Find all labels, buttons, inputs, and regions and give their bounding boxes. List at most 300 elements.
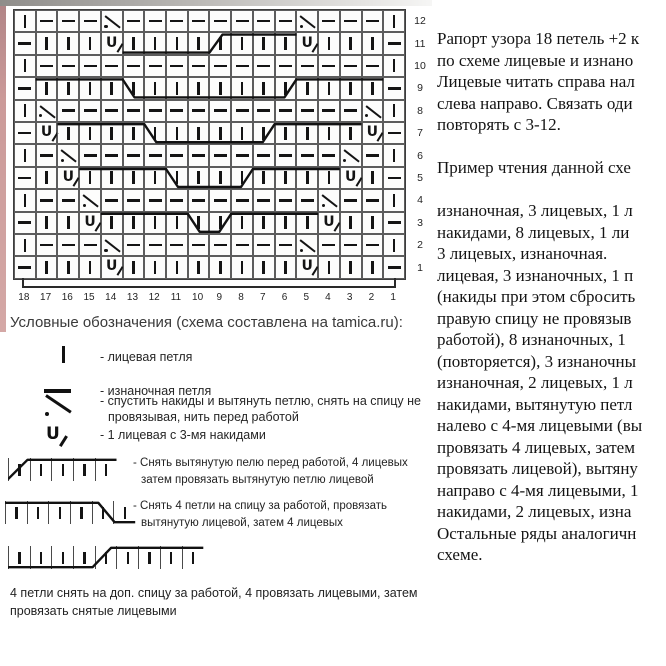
row-number: 10 [414,60,426,72]
drop-yarnovers-slip-icon [319,190,339,210]
chart-cell-purl-stitch [166,55,188,77]
chart-cell-knit-stitch [275,32,297,54]
purl-stitch-icon [170,199,183,202]
drop-yarnovers-slip-icon [102,11,122,31]
knit-stitch-icon [132,37,135,50]
chart-cell-purl-stitch [166,234,188,256]
chart-cell-purl-stitch [188,55,210,77]
knit-stitch-icon [110,216,113,229]
legend-item-label: - лицевая петля [100,350,193,364]
knit-stitch-icon [24,194,27,207]
strip-cell [27,501,49,524]
chart-cell-knit-stitch [209,167,231,189]
chart-cell-purl-stitch [231,100,253,122]
chart-cell-knit-stitch [209,212,231,234]
text-line: провязать лицевой), вытяну [437,459,638,478]
chart-cell-purl-stitch [57,234,79,256]
chart-cell-purl-stitch [209,10,231,32]
chart-cell-knit-stitch [101,212,123,234]
knit-stitch-icon [284,37,287,50]
chart-cell-knit-stitch [231,212,253,234]
knit-stitch-icon [24,59,27,72]
column-number: 1 [390,292,396,303]
chart-cell-knit-stitch [166,32,188,54]
row-number: 5 [417,172,423,184]
knit-stitch-icon [241,37,244,50]
knit-stitch-icon [45,261,48,274]
chart-cell-knit-with-3-yarnovers [57,167,79,189]
purl-stitch-icon [84,109,97,112]
chart-cell-purl-stitch [383,212,405,234]
knit-stitch-icon [40,552,42,564]
knit-with-3-yarnovers-icon: U [106,258,118,275]
row-number: 2 [417,239,423,252]
chart-cell-knit-with-3-yarnovers [296,32,318,54]
purl-stitch-icon [170,20,183,23]
chart-cell-purl-stitch [57,189,79,211]
knit-stitch-icon [176,261,179,274]
purl-stitch-icon [388,87,401,90]
text-line: по схеме лицевые и изнано [437,50,634,70]
chart-cell-purl-stitch [362,10,384,32]
knit-stitch-icon [192,552,194,564]
chart-cell-knit-stitch [275,77,297,99]
knit-stitch-icon [241,171,244,184]
column-number: 10 [192,292,204,303]
chart-cell-purl-stitch [144,234,166,256]
chart-cell-knit-stitch [57,32,79,54]
purl-stitch-icon [257,199,270,202]
chart-cell-knit-stitch [166,212,188,234]
knit-with-3-yarnovers-icon: U [323,213,335,230]
row-number: 8 [417,104,423,117]
purl-stitch-icon [214,65,227,68]
text-line: (накиды при этом сбросить [437,287,636,306]
chart-cell-knit-stitch [166,167,188,189]
purl-stitch-icon [127,20,140,23]
text-line: Пример чтения данной схе [437,158,631,177]
chart-cell-knit-stitch [144,77,166,99]
chart-cell-knit-stitch [231,167,253,189]
chart-cell-knit-stitch [14,100,36,122]
chart-cell-knit-stitch [144,167,166,189]
chart-cell-knit-stitch [188,77,210,99]
chart-cell-knit-stitch [101,167,123,189]
strip-caption: затем провязать вытянутую петлю лицевой [141,474,374,486]
text-line: изнаночная, 2 лицевых, 1 л [437,373,633,392]
chart-cell-knit-stitch [231,77,253,99]
text-line: налево с 4-мя лицевыми (вы [437,416,643,435]
column-number: 2 [368,292,375,303]
chart-cell-knit-stitch [362,32,384,54]
chart-cell-knit-stitch [318,122,340,144]
knit-stitch-icon [306,127,309,140]
chart-cell-purl-stitch [101,55,123,77]
cable-legend-strip [5,501,135,524]
column-number: 7 [259,292,266,303]
chart-cell-purl-stitch [209,55,231,77]
knit-stitch-icon [197,261,200,274]
chart-cell-purl-stitch [209,234,231,256]
knit-stitch-icon [219,82,222,95]
purl-stitch-icon [344,20,357,23]
strip-cell [51,546,73,569]
knit-stitch-icon [154,127,157,140]
legend-item-label: провязывая, нить перед работой [108,410,299,424]
chart-cell-knit-stitch [296,77,318,99]
text-line: Лицевые читать справа нал [437,72,635,91]
strip-caption: вытянутую лицевой, затем 4 лицевых [141,517,343,529]
purl-stitch-icon [84,65,97,68]
text-line: Рапорт узора 18 петель +2 к [437,29,640,48]
knit-stitch-icon [45,171,48,184]
chart-cell-drop-yarnovers-slip [340,144,362,166]
knit-stitch-icon [371,82,374,95]
purl-stitch-icon [192,65,205,68]
chart-cell-knit-stitch [383,144,405,166]
chart-cell-drop-yarnovers-slip [362,100,384,122]
knit-stitch-icon [176,216,179,229]
knit-stitch-icon [24,104,27,117]
strip-cell [73,546,95,569]
chart-cell-purl-stitch [144,189,166,211]
column-number: 18 [18,292,30,303]
knit-stitch-icon [80,507,82,519]
chart-cell-purl-stitch [340,100,362,122]
chart-cell-knit-stitch [383,234,405,256]
purl-stitch-icon [192,154,205,157]
chart-cell-knit-stitch [36,77,58,99]
purl-stitch-icon [279,20,292,23]
knit-stitch-icon [132,127,135,140]
chart-cell-knit-stitch [144,256,166,278]
knit-stitch-icon [262,261,265,274]
knit-stitch-icon [393,194,396,207]
knit-stitch-icon [328,171,331,184]
chart-cell-knit-stitch [383,10,405,32]
knit-stitch-icon [176,127,179,140]
purl-stitch-icon [18,266,31,269]
knit-3-yarnovers-icon: U [46,424,60,444]
strip-caption: - Снять 4 петли на спицу за работой, провязать [133,500,388,512]
chart-cell-purl-stitch [253,234,275,256]
knit-stitch-icon [154,261,157,274]
purl-stitch-icon [322,154,335,157]
chart-cell-knit-stitch [188,212,210,234]
knit-stitch-icon [89,171,92,184]
chart-cell-knit-stitch [188,256,210,278]
knit-stitch-icon [110,82,113,95]
chart-cell-knit-stitch [383,100,405,122]
chart-cell-purl-stitch [166,189,188,211]
chart-cell-purl-stitch [14,256,36,278]
chart-cell-purl-stitch [253,189,275,211]
knit-stitch-icon [154,82,157,95]
chart-cell-knit-stitch [231,256,253,278]
purl-stitch-icon [279,154,292,157]
chart-cell-knit-stitch [209,122,231,144]
knitting-chart-grid [13,9,406,280]
purl-stitch-icon [170,65,183,68]
column-number: 3 [346,292,353,303]
purl-stitch-icon [192,20,205,23]
knit-stitch-icon [83,464,85,476]
chart-cell-purl-stitch [340,234,362,256]
column-number: 12 [148,292,160,303]
purl-stitch-icon [322,244,335,247]
purl-stitch-icon [366,65,379,68]
knit-stitch-icon [349,216,352,229]
knit-stitch-icon [24,239,27,252]
knit-stitch-icon [67,127,70,140]
knit-with-3-yarnovers-icon: U [344,168,357,185]
chart-cell-purl-stitch [36,189,58,211]
strip-caption: - Снять вытянутую пелю перед работой, 4 лицевых [133,457,408,469]
row-number: 3 [417,216,423,229]
chart-cell-purl-stitch [188,10,210,32]
chart-cell-knit-stitch [383,189,405,211]
strip-cell [70,501,92,524]
purl-stitch-icon [170,154,183,157]
cable-legend-strip [8,546,203,569]
column-number: 4 [325,292,331,303]
chart-cell-purl-stitch [36,144,58,166]
chart-cell-knit-stitch [296,167,318,189]
chart-cell-knit-stitch [231,32,253,54]
purl-stitch-icon [214,20,227,23]
purl-stitch-icon [40,199,53,202]
purl-stitch-icon [62,20,75,23]
knit-stitch-icon [176,82,179,95]
drop-yarnovers-slip-icon [58,145,78,165]
knit-stitch-icon [132,171,135,184]
knit-stitch-icon [62,346,65,363]
chart-cell-knit-stitch [318,167,340,189]
chart-cell-knit-with-3-yarnovers [318,212,340,234]
purl-stitch-icon [84,154,97,157]
knit-stitch-icon [241,127,244,140]
strip-cell [160,546,182,569]
chart-cell-knit-stitch [14,234,36,256]
strip-cell [8,458,30,481]
column-number: 8 [238,292,244,303]
chart-cell-drop-yarnovers-slip [79,189,101,211]
chart-cell-knit-stitch [209,77,231,99]
knit-stitch-icon [89,37,92,50]
photo-top-edge [0,0,432,6]
knit-stitch-icon [45,37,48,50]
repeat-bracket [22,278,396,288]
legend-item-label: - изнаночная петля [100,384,212,398]
purl-stitch-icon [105,154,118,157]
chart-cell-knit-stitch [253,122,275,144]
chart-cell-knit-stitch [296,212,318,234]
chart-cell-purl-stitch [36,55,58,77]
chart-cell-purl-stitch [318,55,340,77]
text-line: накидами, 8 лицевых, 1 ли [437,222,630,242]
chart-cell-purl-stitch [383,122,405,144]
knit-with-3-yarnovers-icon: U [366,124,379,141]
chart-cell-knit-with-3-yarnovers [79,212,101,234]
purl-stitch-icon [257,154,270,157]
purl-stitch-icon [388,221,401,224]
chart-cell-purl-stitch [123,234,145,256]
chart-cell-purl-stitch [362,189,384,211]
chart-cell-knit-stitch [123,77,145,99]
chart-cell-knit-with-3-yarnovers [362,122,384,144]
strip-cell [8,546,30,569]
knit-with-3-yarnovers-icon: U [84,213,96,230]
knit-stitch-icon [371,261,374,274]
chart-cell-purl-stitch [188,234,210,256]
knit-stitch-icon [40,464,42,476]
purl-stitch-icon [105,199,118,202]
chart-cell-knit-stitch [166,256,188,278]
drop-yarnovers-slip-icon [80,190,100,210]
chart-cell-knit-stitch [57,122,79,144]
chart-cell-purl-stitch [318,234,340,256]
chart-cell-purl-stitch [123,189,145,211]
knit-stitch-icon [37,507,39,519]
purl-stitch-icon [236,154,249,157]
chart-cell-knit-stitch [318,256,340,278]
purl-stitch-icon [214,154,227,157]
purl-stitch-icon [257,65,270,68]
knit-stitch-icon [132,82,135,95]
chart-cell-knit-stitch [101,122,123,144]
knit-stitch-icon [328,261,331,274]
chart-cell-purl-stitch [14,77,36,99]
purl-stitch-icon [257,244,270,247]
strip-cell [116,546,138,569]
purl-stitch-icon [301,65,314,68]
chart-cell-knit-stitch [275,167,297,189]
chart-cell-knit-stitch [253,32,275,54]
purl-stitch-icon [18,132,31,135]
knit-stitch-icon [219,216,222,229]
chart-cell-purl-stitch [14,122,36,144]
purl-stitch-icon [18,42,31,45]
knit-stitch-icon [306,82,309,95]
chart-cell-knit-stitch [79,256,101,278]
purl-stitch-icon [192,199,205,202]
text-line: накидами, 2 лицевых, изна [437,502,632,521]
purl-stitch-icon [344,65,357,68]
strip-cell [95,546,117,569]
purl-stitch-icon [366,199,379,202]
text-line: схеме. [437,545,483,564]
chart-cell-knit-stitch [123,167,145,189]
purl-stitch-icon [127,65,140,68]
knit-stitch-icon [170,552,172,564]
text-line: направо с 4-мя лицевыми, 1 [437,480,639,500]
knit-stitch-icon [89,127,92,140]
drop-yarnovers-slip-icon [297,11,317,31]
chart-cell-knit-stitch [57,77,79,99]
chart-cell-purl-stitch [253,100,275,122]
chart-cell-purl-stitch [79,234,101,256]
chart-cell-knit-stitch [57,212,79,234]
purl-stitch-icon [279,244,292,247]
chart-cell-purl-stitch [362,234,384,256]
chart-cell-purl-stitch [144,10,166,32]
knit-stitch-icon [328,127,331,140]
knit-stitch-icon [393,15,396,28]
chart-cell-knit-stitch [79,122,101,144]
knit-stitch-icon [67,37,70,50]
knit-stitch-icon [105,552,107,564]
chart-cell-purl-stitch [36,10,58,32]
chart-cell-purl-stitch [383,32,405,54]
knit-stitch-icon [89,82,92,95]
chart-cell-knit-stitch [123,256,145,278]
chart-cell-drop-yarnovers-slip [101,234,123,256]
purl-stitch-icon [279,199,292,202]
chart-cell-knit-stitch [275,256,297,278]
column-number: 15 [83,292,95,303]
chart-cell-knit-stitch [188,32,210,54]
chart-cell-knit-stitch [101,77,123,99]
knit-stitch-icon [393,239,396,252]
row-number: 7 [417,127,423,140]
knit-stitch-icon [349,261,352,274]
purl-stitch-icon [279,109,292,112]
chart-cell-purl-stitch [275,234,297,256]
chart-cell-knit-stitch [14,10,36,32]
knit-stitch-icon [18,552,20,564]
paragraph-gap [437,136,666,158]
text-line: 3 лицевых, изнаночная. [437,244,608,263]
chart-cell-knit-stitch [166,77,188,99]
chart-cell-purl-stitch [166,10,188,32]
knit-with-3-yarnovers-icon: U [301,258,313,275]
chart-cell-purl-stitch [57,100,79,122]
chart-cell-purl-stitch [275,100,297,122]
chart-cell-knit-stitch [318,32,340,54]
chart-cell-purl-stitch [57,55,79,77]
purl-stitch-icon [127,154,140,157]
purl-stitch-icon [149,244,162,247]
chart-cell-purl-stitch [79,55,101,77]
knit-stitch-icon [67,82,70,95]
purl-stitch-icon [40,65,53,68]
chart-cell-purl-stitch [318,144,340,166]
knit-stitch-icon [393,149,396,162]
chart-cell-purl-stitch [275,55,297,77]
purl-stitch-icon [84,20,97,23]
purl-stitch-icon [149,20,162,23]
knit-stitch-icon [67,261,70,274]
chart-cell-knit-stitch [188,167,210,189]
strip-cell [92,501,114,524]
cable-legend-strip [8,458,116,481]
purl-stitch-icon [257,20,270,23]
chart-cell-purl-stitch [231,234,253,256]
column-number: 5 [303,292,309,303]
purl-stitch-icon [18,221,31,224]
chart-cell-knit-stitch [253,212,275,234]
chart-cell-knit-stitch [253,256,275,278]
chart-cell-knit-stitch [362,256,384,278]
chart-cell-purl-stitch [14,212,36,234]
chart-cell-knit-stitch [340,32,362,54]
knit-stitch-icon [284,127,287,140]
chart-cell-purl-stitch [296,100,318,122]
strip-cell [30,546,52,569]
chart-cell-knit-stitch [14,55,36,77]
chart-cell-purl-stitch [123,144,145,166]
knit-stitch-icon [45,216,48,229]
